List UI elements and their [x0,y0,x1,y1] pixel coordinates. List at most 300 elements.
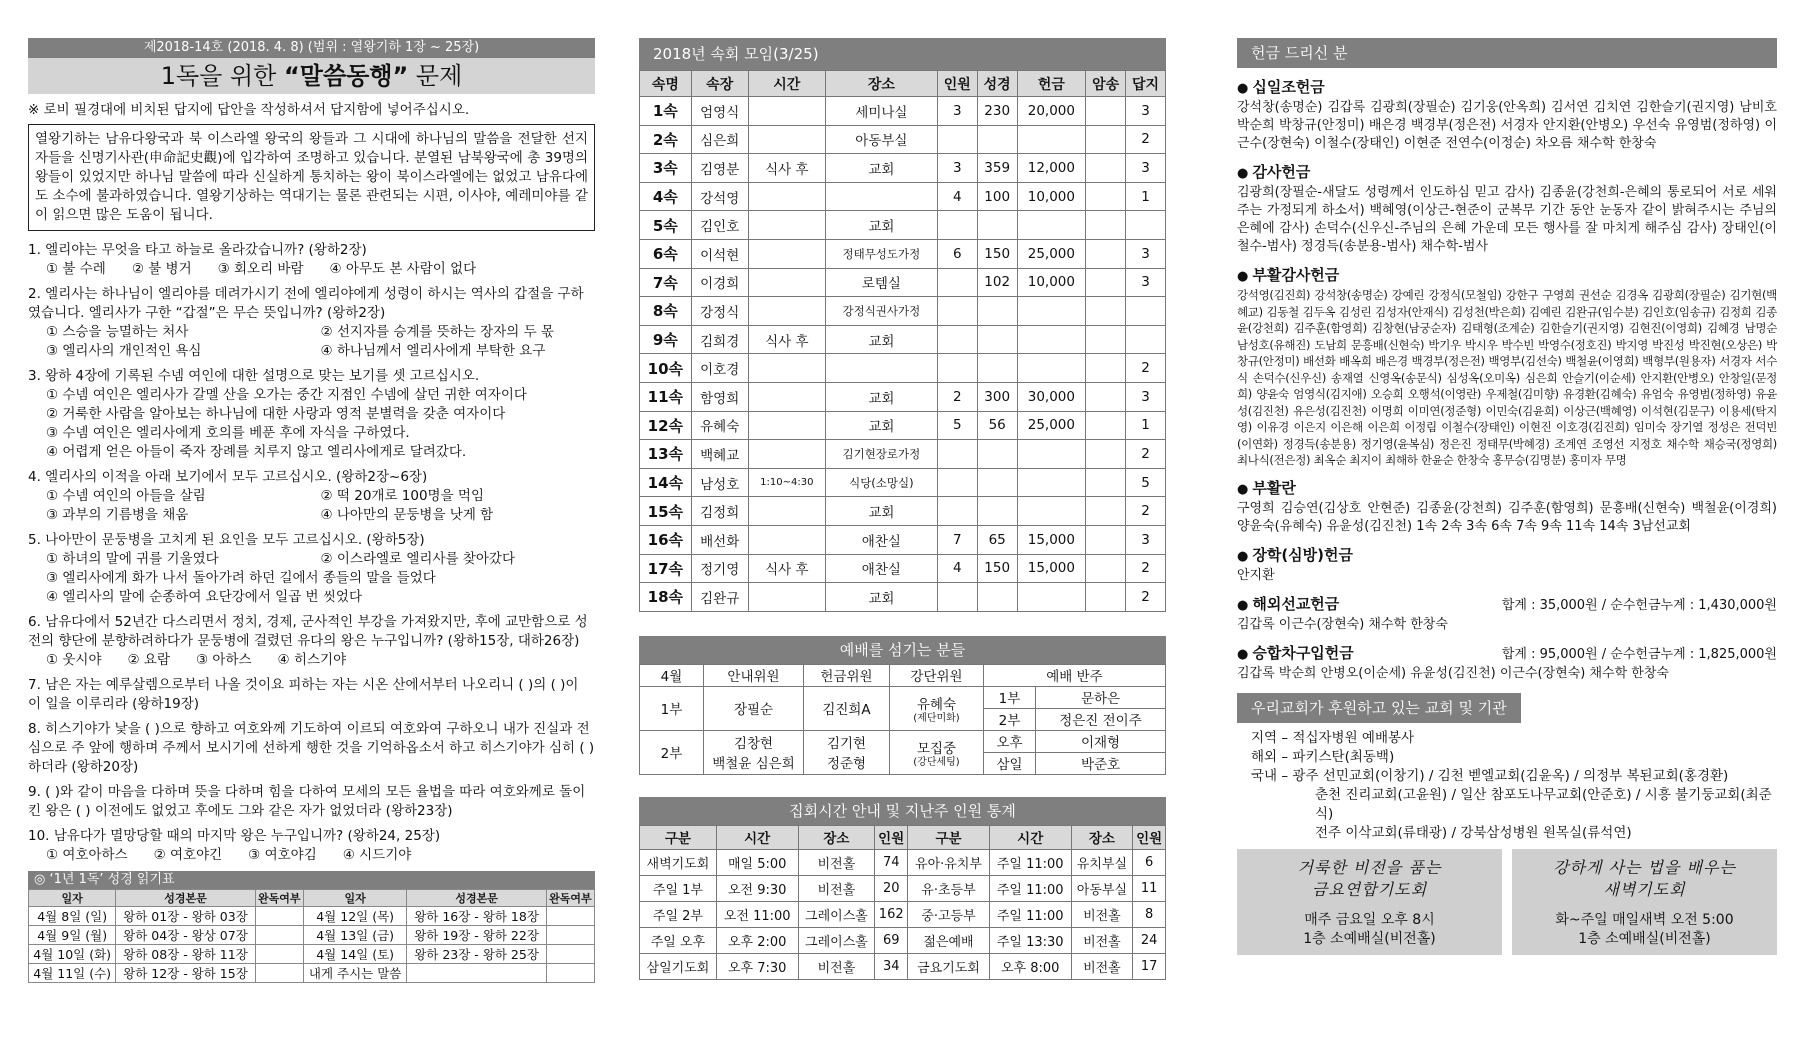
answer-note: ※ 로비 필경대에 비치된 답지에 답안을 작성하셔서 답지함에 넣어주십시오. [28,102,470,118]
bullet-icon: ● [1237,548,1249,564]
option-row [46,550,595,569]
meeting-title: 2018년 속회 모임(3/25) [639,38,1166,70]
stats-cell: 주일 11:00 [989,875,1071,901]
meeting-cell [1017,497,1086,526]
thanks-section [1237,161,1777,256]
option: ④ 어렵게 얻은 아들이 죽자 장례를 치루지 않고 엘리사에게로 달려갔다. [46,444,467,460]
stats-cell: 비전홀 [798,953,875,979]
question-text: 8. 히스기야가 낯을 ( )으로 향하고 여호와께 기도하여 이르되 여호와여 구하오니 내가 진실과 전심으로 주 앞에 행하며 주께서 보시기에 선하게 행한 것을 기억하옵소서 하고 히스기야가 심히 ( )하더라 (왕하20장) [28,721,595,775]
meeting-cell: 5 [937,411,977,440]
acc-name: 문하은 [1036,686,1166,708]
stats-header: 인원 [1133,825,1166,849]
meeting-cell: 이경희 [691,268,748,297]
option: ② 떡 20개로 100명을 먹임 [320,488,484,504]
meeting-cell [937,297,977,326]
stats-cell: 아동부실 [1071,875,1133,901]
table-row [640,239,1166,268]
meeting-cell: 2 [1126,583,1166,612]
table-row [640,211,1166,240]
question [28,720,595,777]
support-list [1237,729,1777,843]
meeting-cell: 김인호 [691,211,748,240]
meeting-cell [1086,382,1126,411]
stats-cell: 오전 11:00 [716,901,798,927]
meeting-cell [937,354,977,383]
serve-altar: 모집중 (강단세팅) [890,730,984,774]
meeting-cell [937,440,977,469]
meeting-cell [1086,182,1126,211]
stats-cell: 34 [875,953,908,979]
serve-header: 4월 [640,664,704,686]
mission-amount: 합계 : 35,000원 / 순수헌금누계 : 1,430,000원 [1501,597,1777,613]
stats-cell: 주일 11:00 [989,849,1071,875]
plan-cell: 왕하 23장 - 왕하 25장 [407,945,546,964]
option: ② 요람 [127,652,171,668]
stats-cell: 주일 11:00 [989,901,1071,927]
meeting-cell: 5속 [640,211,692,240]
meeting-cell: 1속 [640,97,692,126]
section-heading: 부활감사헌금 [1252,266,1340,284]
meeting-cell [977,297,1017,326]
meeting-cell: 7 [937,525,977,554]
table-row [640,354,1166,383]
vehicle-amount: 합계 : 95,000원 / 순수헌금누계 : 1,825,000원 [1501,646,1777,662]
meeting-cell [937,497,977,526]
plan-header: 일자 [29,890,116,907]
meeting-cell [748,497,825,526]
meeting-cell [937,583,977,612]
meeting-cell: 7속 [640,268,692,297]
stats-cell: 중·고등부 [908,901,990,927]
table-row [640,440,1166,469]
meeting-cell: 애찬실 [825,554,937,583]
stats-header: 구분 [908,825,990,849]
quiz-column [28,38,595,983]
serve-offering: 김진희A [804,686,890,730]
meeting-cell [748,239,825,268]
meeting-cell: 150 [977,239,1017,268]
table-row [640,901,1166,927]
bullet-icon: ● [1237,166,1249,181]
serve-header: 예배 반주 [984,664,1166,686]
stats-cell: 금요기도회 [908,953,990,979]
meeting-cell [1086,468,1126,497]
question [28,783,595,821]
meeting-cell: 30,000 [1017,382,1086,411]
meeting-cell: 16속 [640,525,692,554]
meeting-cell [937,268,977,297]
meeting-cell: 4속 [640,182,692,211]
meeting-cell: 김완규 [691,583,748,612]
stats-cell: 주일 오후 [640,927,717,953]
tithe-section [1237,76,1777,153]
meeting-cell: 백혜교 [691,440,748,469]
question-text: 4. 엘리사의 이적을 아래 보기에서 모두 고르십시오. (왕하2장~6장) [28,469,428,485]
option: ① 수넴 여인은 엘리사가 갈멜 산을 오가는 중간 지점인 수넴에 살던 귀한 여자이다 [46,387,527,403]
support-domestic: 춘천 진리교회(고윤원) / 일산 참포도나무교회(안준호) / 시흥 불기둥교회(최준식) [1315,786,1772,822]
meeting-cell [748,411,825,440]
meeting-cell [1017,440,1086,469]
stats-cell: 8 [1133,901,1166,927]
option: ③ 수넴 여인은 엘리사에게 호의를 베푼 후에 자식을 구하였다. [46,425,410,441]
question [28,367,595,462]
support-domestic: 국내 – 광주 선민교회(이창기) / 김천 벧엘교회(김윤옥) / 의정부 복된교회(홍경환) [1251,767,1729,784]
meeting-cell: 식사 후 [748,154,825,183]
stats-header: 인원 [875,825,908,849]
easter-thanks-section [1237,264,1777,469]
meeting-cell: 교회 [825,325,937,354]
scholarship-names: 안지환 [1237,567,1275,583]
section-heading: 장학(심방)헌금 [1252,545,1353,564]
meeting-cell: 3속 [640,154,692,183]
meeting-cell [748,440,825,469]
options [28,487,595,525]
dawn-prayer-box: 강하게 사는 법을 배우는 새벽기도회 화~주일 매일새벽 오전 5:00 1층 소예배실(비전홀) [1512,849,1777,955]
plan-cell: 왕하 12장 - 왕하 15장 [116,964,255,983]
table-row [29,964,595,983]
meeting-cell: 교회 [825,497,937,526]
meeting-header: 시간 [748,71,825,97]
meeting-cell [977,325,1017,354]
reading-plan-title: ◎ ‘1년 1독’ 성경 읽기표 [28,871,595,889]
serve-offering: 김기현 정준형 [804,730,890,774]
quiz-title: 1독을 위한 “말씀동행” 문제 [28,58,595,94]
easter-thanks-names: 강석영(김진희) 강석창(송명순) 강예린 강정식(모철임) 강한구 구영희 권선순 김경옥 김광희(장필순) 김기현(백혜교) 김동철 김두옥 김성린 김성자(안재식) 김성천(박은희) 김예린 김완규(임수분) 김인호(임송규) 김정희 김종윤(강천희) 김주훈(함영희) 김창현(남궁순자) 김태형(조계순) 김한슬기(권지영) 김현진(이영희) 김혜경 남명순 남성호(유해진) 도남희 문흥배(신현숙) 박기우 박시우 박수빈 박영수(정호진) 박지영 박진성 박진현(오상은) 박창규(안정미) 배선화 배옥희 배은경 백경부(정은전) 백영부(김선숙) 백철윤(이영희) 백형부(원용자) 서경자 서수식 손덕수(신우신) 송재열 신영옥(송문식) 심성옥(오미옥) 심은희 안슬기(이순세) 안지환(안병오) 안창일(문정희) 양윤숙 엄영식(김지애) 오승희 오행석(이영란) 우제철(김미향) 유경환(김혜숙) 유엄숙 유영범(정하영) 유윤성(김진천) 유은성(김진천) 이명희 이미연(정준형) 이민숙(김윤희) 이상근(백혜영) 이석현(김문구) 이용세(탁지영) 이유경 이은지 이은해 이은희 이정림 이철수(장태인) 이현진 이호경(김진희) 임미숙 장기열 정성은 전덕빈(이연화) 정경득(송분용) 정기영(윤복심) 정은진 정태무(박혜경) 조계연 조영선 지정호 채수학 채승국(정영희) 최나식(전은정) 최옥순 최지이 최해하 한윤순 한창숙 홍무승(김명분) 홍미자 무명 [1237,288,1777,467]
table-row [640,297,1166,326]
option-row [46,569,595,588]
meeting-cell: 김영분 [691,154,748,183]
question-text: 6. 남유다에서 52년간 다스리면서 정치, 경제, 군사적인 부강을 가져왔지만, 후에 교만함으로 성전의 향단에 분향하려하다가 문둥병에 걸렸던 유다의 왕은 누구입니까? (왕하15장, 대하26장) [28,614,588,649]
friday-prayer-box: 거룩한 비전을 품는 금요연합기도회 매주 금요일 오후 8시 1층 소예배실(비전홀) [1237,849,1502,955]
option-row [46,588,595,607]
mission-section [1237,593,1777,634]
option: ① 수넴 여인의 아들을 살림 [46,488,206,504]
option-row [46,260,595,279]
acc-name: 정은진 전이주 [1036,708,1166,730]
meeting-header: 속명 [640,71,692,97]
options [28,651,595,670]
table-row [640,468,1166,497]
bullet-icon: ● [1237,597,1249,613]
meeting-cell: 5 [1126,468,1166,497]
option: ① 하녀의 말에 귀를 기울였다 [46,551,219,567]
meeting-cell: 25,000 [1017,411,1086,440]
meeting-cell: 12,000 [1017,154,1086,183]
stats-cell: 74 [875,849,908,875]
stats-title: 집회시간 안내 및 지난주 인원 통계 [639,797,1166,825]
option: ④ 히스기야 [277,652,347,668]
support-abroad: 해외 – 파키스탄(최동백) [1251,748,1395,765]
meeting-cell [748,125,825,154]
meeting-cell [748,382,825,411]
stats-cell: 69 [875,927,908,953]
question-text: 3. 왕하 4장에 기록된 수넴 여인에 대한 설명으로 맞는 보기를 셋 고르십시오. [28,368,480,384]
meeting-cell: 18속 [640,583,692,612]
stats-cell: 비전홀 [1071,927,1133,953]
plan-cell [255,907,303,926]
stats-cell: 그레이스홀 [798,901,875,927]
stats-cell: 새벽기도회 [640,849,717,875]
meeting-cell: 100 [977,182,1017,211]
meeting-cell: 14속 [640,468,692,497]
meeting-header: 답지 [1126,71,1166,97]
table-row [640,325,1166,354]
options [28,323,595,361]
meeting-cell [977,125,1017,154]
plan-cell [546,964,594,983]
meeting-cell: 남성호 [691,468,748,497]
meeting-cell: 8속 [640,297,692,326]
stats-header: 장소 [798,825,875,849]
meeting-cell [1126,211,1166,240]
stats-header: 장소 [1071,825,1133,849]
plan-cell: 4월 12일 (목) [303,907,407,926]
table-row [640,554,1166,583]
meeting-cell: 3 [1126,268,1166,297]
bullet-icon: ● [1237,481,1249,497]
offering-column [1237,38,1777,955]
stats-cell: 그레이스홀 [798,927,875,953]
meeting-cell: 359 [977,154,1017,183]
meeting-cell: 15,000 [1017,554,1086,583]
plan-cell: 내게 주시는 말씀 [303,964,407,983]
meeting-cell: 4 [937,554,977,583]
stats-cell: 오후 7:30 [716,953,798,979]
serve-header: 강단위원 [890,664,984,686]
options [28,550,595,607]
option: ② 이스라엘로 엘리사를 찾아갔다 [320,551,516,567]
stats-cell: 오전 9:30 [716,875,798,901]
support-title: 우리교회가 후원하고 있는 교회 및 기관 [1237,693,1521,723]
meeting-cell: 9속 [640,325,692,354]
meeting-cell: 아동부실 [825,125,937,154]
question [28,468,595,525]
vehicle-section [1237,642,1777,683]
table-row [640,583,1166,612]
section-heading: 십일조헌금 [1252,78,1325,96]
meeting-cell [1086,525,1126,554]
question-text: 7. 남은 자는 예루살렘으로부터 나올 것이요 피하는 자는 시온 산에서부터 나오리니 ( )의 ( )이 이 일을 이루리라 (왕하19장) [28,677,579,712]
meeting-cell: 10,000 [1017,182,1086,211]
options [28,386,595,462]
question-list [28,241,595,865]
option: ③ 과부의 기름병을 채움 [46,507,189,523]
meeting-cell: 3 [1126,154,1166,183]
meeting-cell: 김정희 [691,497,748,526]
meeting-cell: 1 [1126,182,1166,211]
support-domestic: 전주 이삭교회(류태광) / 강북삼성병원 원목실(류석연) [1315,824,1632,841]
meeting-cell: 2 [1126,497,1166,526]
meeting-cell [1086,97,1126,126]
meeting-cell: 애찬실 [825,525,937,554]
meeting-cell [1086,354,1126,383]
serve-altar: 유혜숙 (제단미화) [890,686,984,730]
meeting-cell [1017,211,1086,240]
serve-guide: 김창현 백철윤 심은희 [704,730,804,774]
meeting-cell: 25,000 [1017,239,1086,268]
stats-cell: 오후 2:00 [716,927,798,953]
section-heading: 부활란 [1252,478,1296,497]
meeting-cell: 교회 [825,583,937,612]
acc-label: 삼일 [984,752,1036,774]
option-row [46,443,595,462]
question-text: 1. 엘리야는 무엇을 타고 하늘로 올라갔습니까? (왕하2장) [28,242,367,258]
plan-cell: 왕하 01장 - 왕하 03장 [116,907,255,926]
meeting-cell: 4 [937,182,977,211]
stats-table [639,825,1166,980]
meeting-cell: 심은희 [691,125,748,154]
scholarship-section [1237,544,1777,585]
table-row [640,525,1166,554]
meeting-header: 암송 [1086,71,1126,97]
cell-meeting-column [639,38,1166,980]
serve-table [639,664,1166,775]
option: ③ 엘리사의 개인적인 욕심 [46,343,202,359]
meeting-cell [1017,125,1086,154]
plan-cell: 4월 14일 (토) [303,945,407,964]
meeting-cell: 65 [977,525,1017,554]
meeting-cell [1086,583,1126,612]
stats-cell: 비전홀 [798,875,875,901]
meeting-cell: 강정식권사가정 [825,297,937,326]
plan-cell: 왕하 16장 - 왕하 18장 [407,907,546,926]
meeting-cell [977,440,1017,469]
offering-title: 헌금 드리신 분 [1237,38,1777,68]
option: ④ 아무도 본 사람이 없다 [329,261,477,277]
meeting-cell [748,354,825,383]
plan-cell: 4월 9일 (월) [29,926,116,945]
option-row [46,487,595,506]
table-row [640,268,1166,297]
question-text: 9. ( )와 같이 마음을 다하며 뜻을 다하며 힘을 다하여 모세의 모든 율법을 따라 여호와께로 돌이킨 왕은 ( ) 이전에도 없었고 후에도 그와 같은 자가 없었더라 (왕하23장) [28,784,586,819]
meeting-header: 인원 [937,71,977,97]
meeting-cell: 10속 [640,354,692,383]
option: ④ 엘리사의 말에 순종하여 요단강에서 일곱 번 씻었다 [46,589,363,605]
meeting-cell [937,211,977,240]
meeting-cell: 정기영 [691,554,748,583]
question-text: 2. 엘리사는 하나님이 엘리야를 데려가시기 전에 엘리야에게 성령이 하시는 역사의 갑절을 구하였습니다. 엘리사가 구한 “갑절”은 무슨 뜻입니까? (왕하2장) [28,286,584,321]
option: ② 선지자를 승계를 뜻하는 장자의 두 몫 [320,324,554,340]
plan-cell [546,926,594,945]
table-row [640,875,1166,901]
meeting-cell [825,182,937,211]
serve-month: 2부 [640,730,704,774]
meeting-cell: 2 [1126,354,1166,383]
question [28,827,595,865]
meeting-cell: 102 [977,268,1017,297]
bullet-icon: ● [1237,269,1249,284]
option: ④ 하나님께서 엘리사에게 부탁한 요구 [320,343,546,359]
meeting-cell [1086,239,1126,268]
table-row [640,97,1166,126]
stats-cell: 매일 5:00 [716,849,798,875]
meeting-cell: 17속 [640,554,692,583]
plan-cell: 왕하 08장 - 왕하 11장 [116,945,255,964]
meeting-cell [825,354,937,383]
meeting-cell [977,583,1017,612]
meeting-cell [1086,325,1126,354]
stats-cell: 20 [875,875,908,901]
meeting-cell: 20,000 [1017,97,1086,126]
plan-cell [407,964,546,983]
meeting-cell: 2 [1126,125,1166,154]
table-row [640,927,1166,953]
meeting-cell: 김희경 [691,325,748,354]
stats-cell: 유·초등부 [908,875,990,901]
meeting-cell: 56 [977,411,1017,440]
meeting-cell [977,497,1017,526]
stats-cell: 유아·유치부 [908,849,990,875]
plan-header: 성경본문 [407,890,546,907]
meeting-header: 성경 [977,71,1017,97]
easter-names: 구영희 김승연(김상호 안현준) 김종윤(강천희) 김주훈(함영희) 문흥배(신현숙) 백철윤(이경희) 양윤숙(유혜숙) 유윤성(김진천) 1속 2속 3속 6속 7속 9속 11속 14속 3남선교회 [1237,500,1777,534]
option: ① 불 수레 [46,261,106,277]
plan-cell [546,907,594,926]
reading-plan-table [28,889,595,983]
meeting-cell: 1:10~4:30 [748,468,825,497]
meeting-cell: 함영희 [691,382,748,411]
serve-guide: 장필순 [704,686,804,730]
meeting-cell [748,182,825,211]
meeting-cell: 3 [937,154,977,183]
meeting-cell: 150 [977,554,1017,583]
meeting-cell [748,211,825,240]
acc-label: 2부 [984,708,1036,730]
option-row [46,386,595,405]
meeting-cell: 2속 [640,125,692,154]
meeting-cell: 로템실 [825,268,937,297]
stats-cell: 11 [1133,875,1166,901]
meeting-cell: 12속 [640,411,692,440]
meeting-cell [748,583,825,612]
meeting-cell: 2 [937,382,977,411]
serve-header: 헌금위원 [804,664,890,686]
option: ③ 아하스 [196,652,252,668]
table-row [640,125,1166,154]
bullet-icon: ● [1237,646,1249,662]
stats-cell: 비전홀 [1071,953,1133,979]
meeting-cell [1086,154,1126,183]
table-row [640,154,1166,183]
meeting-cell: 230 [977,97,1017,126]
plan-cell: 4월 13일 (금) [303,926,407,945]
meeting-cell: 2 [1126,554,1166,583]
option: ① 웃시야 [46,652,102,668]
meeting-cell: 300 [977,382,1017,411]
table-row [640,953,1166,979]
serve-month: 1부 [640,686,704,730]
meeting-header: 헌금 [1017,71,1086,97]
serve-header: 안내위원 [704,664,804,686]
stats-cell: 주일 13:30 [989,927,1071,953]
stats-cell: 유치부실 [1071,849,1133,875]
meeting-cell [1086,554,1126,583]
option-row [46,342,595,361]
meeting-cell [1017,354,1086,383]
table-row [640,411,1166,440]
meeting-cell: 유혜숙 [691,411,748,440]
meeting-cell: 2 [1126,440,1166,469]
meeting-cell: 교회 [825,154,937,183]
meeting-cell [937,125,977,154]
meeting-cell [748,525,825,554]
plan-cell [255,926,303,945]
tithe-names: 강석창(송명순) 김갑록 김광희(장필순) 김기웅(안옥희) 김서연 김치연 김한슬기(권지영) 남비호 박순희 박창규(안정미) 배은경 백경부(정은전) 서경자 안지환(안병오) 우선숙 유영범(정하영) 이근수(장현숙) 이철수(장태인) 이현준 전연수(이정순) 차오름 채수학 한창숙 [1237,100,1777,151]
meeting-cell: 이호경 [691,354,748,383]
plan-header: 완독여부 [546,890,594,907]
plan-header: 완독여부 [255,890,303,907]
meeting-cell [748,268,825,297]
